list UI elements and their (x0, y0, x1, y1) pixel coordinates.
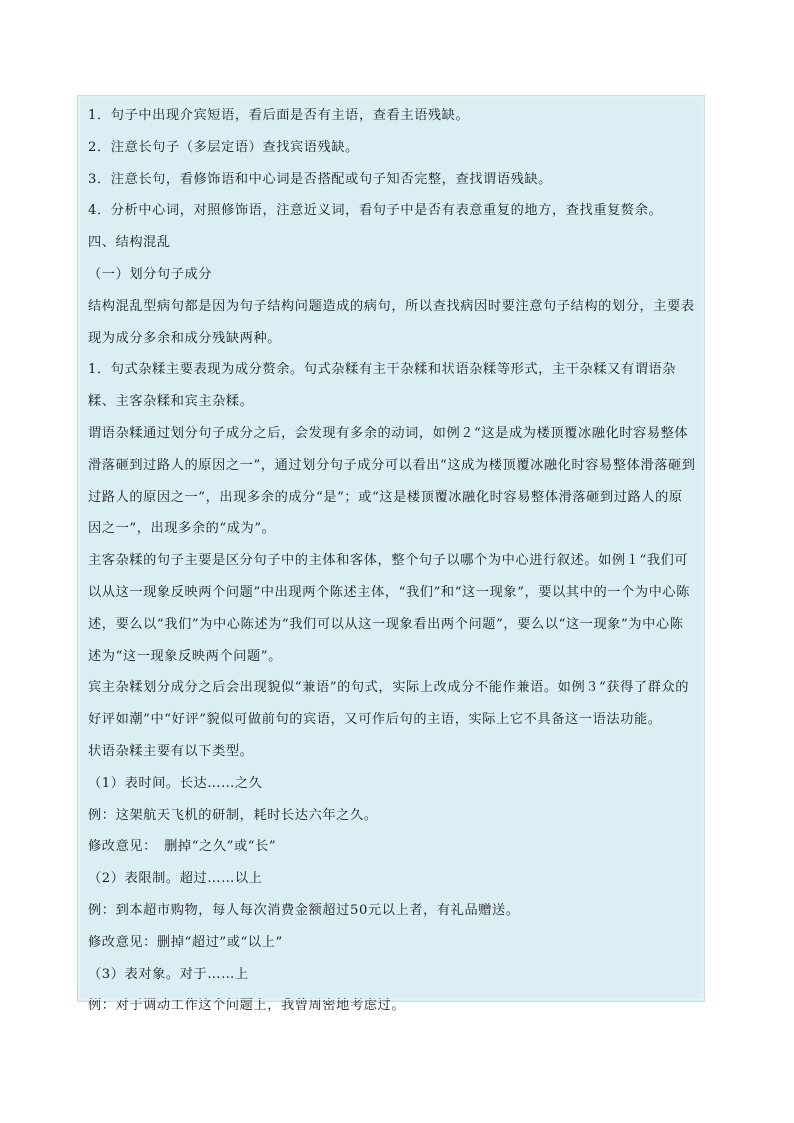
paragraph-point-1: 1．句子中出现介宾短语，看后面是否有主语，查看主语残缺。 (88, 108, 470, 123)
type-time-heading: （1）表时间。长达……之久 (88, 775, 263, 791)
paragraph-object-subject-mix: 宾主杂糅划分成分之后会出现貌似“兼语”的句式，实际上改成分不能作兼语。如例３“获得了群众的好评如潮”中“好评”貌似可做前句的宾语，又可作后句的主语，实际上它不具备这一语法功能。 (88, 680, 690, 728)
paragraph-adverbial-mix: 状语杂糅主要有以下类型。 (88, 743, 254, 759)
subsection-heading: （一）划分句子成分 (88, 266, 213, 282)
paragraph-predicate-mix: 谓语杂糅通过划分句子成分之后，会发现有多余的动词，如例２“这是成为楼顶覆冰融化时容易整体滑落砸到过路人的原因之一”，通过划分句子成分可以看出“这成为楼顶覆冰融化时容易整体滑落砸到过路人的原因之一”，出现多余的成分“是”；或“这是楼顶覆冰融化时容易整体滑落砸到过路人的原因之一”，出现多余的“成为”。 (88, 425, 696, 537)
paragraph-point-2: 2．注意长句子（多层定语）查找宾语残缺。 (88, 139, 359, 155)
section-heading: 四、结构混乱 (88, 235, 171, 251)
type-time-fix: 修改意见： 删掉“之久”或“长” (88, 839, 277, 855)
document-content-box (77, 95, 705, 1014)
type-limit-fix: 修改意见：删掉“超过”或“以上” (88, 934, 283, 950)
type-object-example: 例：对于调动工作这个问题上，我曾周密地考虑过。 (88, 998, 406, 1014)
paragraph-point-4: 4．分析中心词，对照修饰语，注意近义词，看句子中是否有表意重复的地方，查找重复赘余。 (88, 203, 663, 219)
paragraph-sentence-mix: 1．句式杂糅主要表现为成分赘余。句式杂糅有主干杂糅和状语杂糅等形式，主干杂糅又有谓语杂糅、主客杂糅和宾主杂糅。 (88, 362, 677, 410)
paragraph-intro: 结构混乱型病句都是因为句子结构问题造成的病句，所以查找病因时要注意句子结构的划分，主要表现为成分多余和成分残缺两种。 (88, 298, 695, 346)
type-limit-example: 例：到本超市购物，每人每次消费金额超过50元以上者，有礼品赠送。 (88, 902, 520, 918)
type-limit-heading: （2）表限制。超过……以上 (88, 871, 263, 887)
type-object-heading: （3）表对象。对于……上 (88, 966, 249, 982)
document-text (88, 100, 716, 1022)
paragraph-point-3: 3．注意长句，看修饰语和中心词是否搭配或句子知否完整，查找谓语残缺。 (88, 171, 552, 187)
type-time-example: 例：这架航天飞机的研制，耗时长达六年之久。 (88, 807, 378, 823)
paragraph-subject-object-mix: 主客杂糅的句子主要是区分句子中的主体和客体，整个句子以哪个为中心进行叙述。如例１“我们可以从这一现象反映两个问题”中出现两个陈述主体，“我们”和“这一现象”，要以其中的一个为中心陈述，要么以“我们”为中心陈述为“我们可以从这一现象看出两个问题”，要么以“这一现象”为中心陈述为“这一现象反映两个问题”。 (88, 553, 690, 664)
